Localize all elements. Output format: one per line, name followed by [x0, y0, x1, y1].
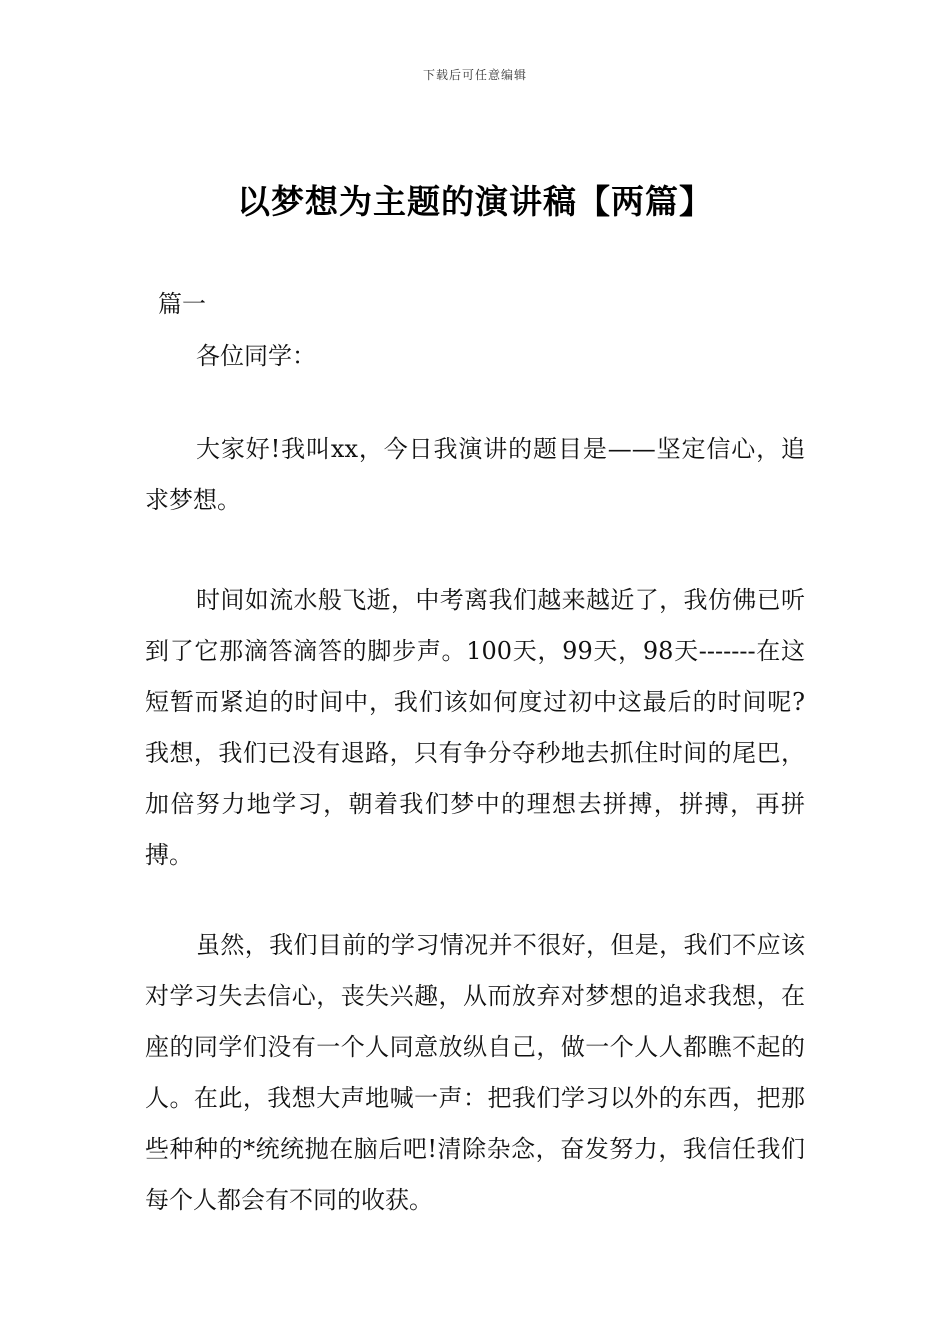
header-note: 下载后可任意编辑 — [422, 68, 527, 82]
salutation: 各位同学： — [196, 342, 316, 370]
document-title: 以梦想为主题的演讲稿【两篇】 — [237, 182, 713, 221]
paragraph: 虽然，我们目前的学习情况并不很好，但是，我们不应该对学习失去信心，丧失兴趣，从而放弃对梦想的追求我想，在座的同学们没有一个人同意放纵自己，做一个人人都瞧不起的人。在此，我想大声地喊一声：把我们学习以外的东西，把那些种种的*统统抛在脑后吧!清除杂念，奋发努力，我信任我们每个人都会有不同的收获。 — [145, 931, 805, 1214]
paragraph: 大家好!我叫xx，今日我演讲的题目是——坚定信心，追求梦想。 — [145, 435, 805, 514]
paragraph: 时间如流水般飞逝，中考离我们越来越近了，我仿佛已听到了它那滴答滴答的脚步声。100天，99天，98天-------在这短暂而紧迫的时间中，我们该如何度过初中这最后的时间呢?我想，我们已没有退路，只有争分夺秒地去抓住时间的尾巴，加倍努力地学习，朝着我们梦中的理想去拼搏，拼搏，再拼搏。 — [145, 586, 805, 869]
section-label: 篇一 — [158, 290, 206, 318]
